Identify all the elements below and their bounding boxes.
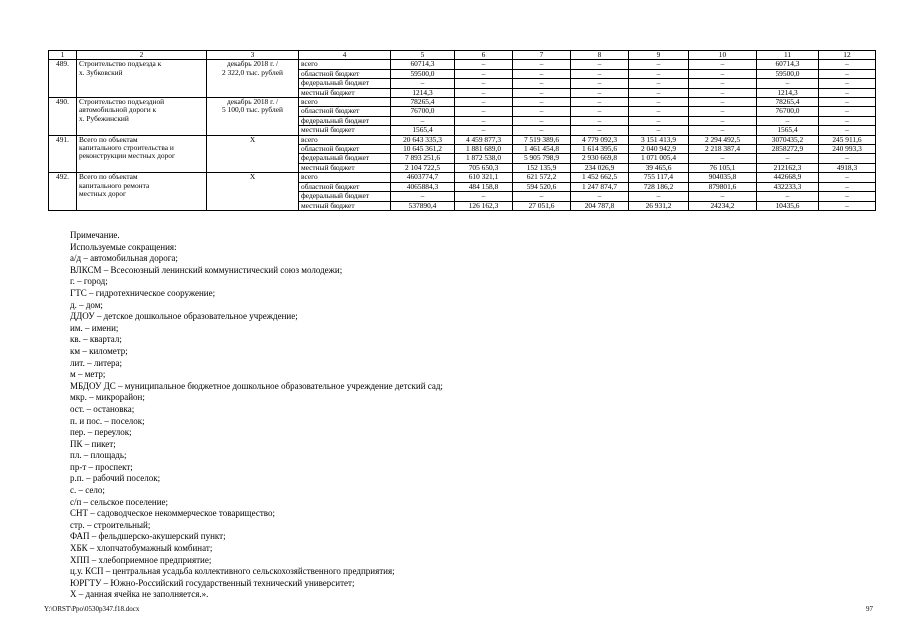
amount-cell: 442668,9 xyxy=(757,173,819,182)
amount-cell: 5 905 798,9 xyxy=(513,154,571,163)
object-name-line: х. Рубежинский xyxy=(79,113,129,123)
abbreviation-line: п. и пос. – поселок; xyxy=(70,415,145,426)
amount-cell: 152 135,9 xyxy=(513,163,571,172)
amount-cell: – xyxy=(689,107,757,116)
amount-cell: 1 881 689,0 xyxy=(455,145,513,154)
amount-cell: – xyxy=(571,192,629,201)
object-name-line: местных дорог xyxy=(79,189,126,199)
amount-cell: – xyxy=(571,60,629,69)
amount-cell: – xyxy=(689,79,757,88)
amount-cell: 76700,0 xyxy=(757,107,819,116)
footer-file-path: Y:\ORST\Ppo\0530p347.f18.docx xyxy=(44,605,140,613)
amount-cell: – xyxy=(629,107,689,116)
amount-cell: 1 614 395,6 xyxy=(571,145,629,154)
object-name-line: Строительство подъездной xyxy=(79,97,165,107)
abbreviation-line: г. – город; xyxy=(70,276,108,287)
amount-cell: 7 519 389,6 xyxy=(513,135,571,144)
amount-cell: – xyxy=(819,182,876,191)
column-number-header: 7 xyxy=(513,51,571,60)
amount-cell: – xyxy=(689,60,757,69)
amount-cell: – xyxy=(629,126,689,135)
funding-source: местный бюджет xyxy=(299,201,391,210)
amount-cell: 4603774,7 xyxy=(391,173,455,182)
abbreviation-line: ц.у. КСП – центральная усадьба коллективного сельскохозяйственного предприятия; xyxy=(70,566,395,577)
funding-source: областной бюджет xyxy=(299,145,391,154)
amount-cell: – xyxy=(819,116,876,125)
amount-cell: – xyxy=(757,154,819,163)
amount-cell: – xyxy=(819,107,876,116)
amount-cell: 4065884,3 xyxy=(391,182,455,191)
abbreviation-line: Х – данная ячейка не заполняется.». xyxy=(70,589,209,600)
amount-cell: – xyxy=(819,79,876,88)
column-number-header: 8 xyxy=(571,51,629,60)
amount-cell: – xyxy=(819,98,876,107)
funding-source: областной бюджет xyxy=(299,182,391,191)
amount-cell: – xyxy=(629,116,689,125)
abbreviation-line: кв. – квартал; xyxy=(70,334,122,345)
abbreviation-line: Используемые сокращения: xyxy=(70,241,177,252)
amount-cell: 1 452 662,5 xyxy=(571,173,629,182)
amount-cell: – xyxy=(571,79,629,88)
amount-cell: 1565,4 xyxy=(391,126,455,135)
amount-cell: 1 071 005,4 xyxy=(629,154,689,163)
amount-cell: 1565,4 xyxy=(757,126,819,135)
amount-cell: – xyxy=(819,60,876,69)
abbreviation-line: ЮРГТУ – Южно-Российский государственный технический университет; xyxy=(70,577,355,588)
amount-cell: – xyxy=(689,69,757,78)
amount-cell: 484 158,8 xyxy=(455,182,513,191)
completion-date-cost xyxy=(207,173,299,211)
object-name xyxy=(77,98,207,136)
column-number-header: 1 xyxy=(49,51,77,60)
amount-cell: – xyxy=(689,88,757,97)
amount-cell: 4918,3 xyxy=(819,163,876,172)
column-number-header: 3 xyxy=(207,51,299,60)
amount-cell: 76700,0 xyxy=(391,107,455,116)
page-number: 97 xyxy=(866,605,873,613)
completion-date-cost xyxy=(207,98,299,136)
amount-cell: 245 911,6 xyxy=(819,135,876,144)
amount-cell: – xyxy=(629,69,689,78)
amount-cell: – xyxy=(455,79,513,88)
column-number-header: 2 xyxy=(77,51,207,60)
funding-source: всего xyxy=(299,98,391,107)
object-name xyxy=(77,135,207,173)
amount-cell: 610 321,1 xyxy=(455,173,513,182)
amount-cell: 879801,6 xyxy=(689,182,757,191)
row-number: 491. xyxy=(49,135,77,173)
amount-cell: 2 040 942,9 xyxy=(629,145,689,154)
amount-cell: 78265,4 xyxy=(391,98,455,107)
amount-cell: 240 993,3 xyxy=(819,145,876,154)
amount-cell: 10 645 361,2 xyxy=(391,145,455,154)
amount-cell: – xyxy=(513,79,571,88)
amount-cell: 3 151 413,9 xyxy=(629,135,689,144)
abbreviation-line: ДДОУ – детское дошкольное образовательное учреждение; xyxy=(70,311,298,322)
amount-cell: 76 105,1 xyxy=(689,163,757,172)
amount-cell: 2858272,9 xyxy=(757,145,819,154)
amount-cell: 728 186,2 xyxy=(629,182,689,191)
abbreviation-line: стр. – строительный; xyxy=(70,519,151,530)
object-name xyxy=(77,173,207,211)
amount-cell: – xyxy=(455,107,513,116)
funding-source: областной бюджет xyxy=(299,69,391,78)
amount-cell: – xyxy=(629,192,689,201)
amount-cell: 1 872 538,0 xyxy=(455,154,513,163)
amount-cell: 126 162,3 xyxy=(455,201,513,210)
column-number-header: 9 xyxy=(629,51,689,60)
amount-cell: 24234,2 xyxy=(689,201,757,210)
abbreviation-line: пр-т – проспект; xyxy=(70,461,133,472)
abbreviation-line: ГТС – гидротехническое сооружение; xyxy=(70,287,216,298)
amount-cell: – xyxy=(629,88,689,97)
amount-cell: – xyxy=(455,126,513,135)
amount-cell: 60714,3 xyxy=(757,60,819,69)
amount-cell: 39 465,6 xyxy=(629,163,689,172)
row-number: 489. xyxy=(49,60,77,98)
amount-cell: – xyxy=(819,173,876,182)
amount-cell: 7 893 251,6 xyxy=(391,154,455,163)
amount-cell: 1 247 874,7 xyxy=(571,182,629,191)
amount-cell: – xyxy=(571,126,629,135)
amount-cell: 594 520,6 xyxy=(513,182,571,191)
amount-cell: – xyxy=(629,79,689,88)
object-name-line: автомобильной дороги к xyxy=(79,105,157,115)
date-line: X xyxy=(249,172,256,182)
table-row xyxy=(49,135,876,144)
amount-cell: 26 931,2 xyxy=(629,201,689,210)
funding-source: всего xyxy=(299,60,391,69)
funding-source: федеральный бюджет xyxy=(299,192,391,201)
amount-cell: – xyxy=(513,126,571,135)
amount-cell: – xyxy=(689,192,757,201)
amount-cell: – xyxy=(629,98,689,107)
column-number-header: 10 xyxy=(689,51,757,60)
amount-cell: 59500,0 xyxy=(757,69,819,78)
amount-cell: – xyxy=(455,192,513,201)
notes-heading: Примечание. xyxy=(70,230,120,240)
amount-cell: – xyxy=(819,192,876,201)
amount-cell: 904035,8 xyxy=(689,173,757,182)
amount-cell: – xyxy=(819,88,876,97)
amount-cell: – xyxy=(455,69,513,78)
row-number: 490. xyxy=(49,98,77,136)
abbreviation-line: р.п. – рабочий поселок; xyxy=(70,473,161,484)
amount-cell: 705 650,3 xyxy=(455,163,513,172)
date-line: декабрь 2018 г. / xyxy=(226,59,279,69)
abbreviation-line: ФАП – фельдшерско-акушерский пункт; xyxy=(70,531,226,542)
amount-cell: – xyxy=(819,201,876,210)
object-name xyxy=(77,60,207,98)
date-line: 2 322,0 тыс. рублей xyxy=(222,67,283,77)
amount-cell: – xyxy=(571,69,629,78)
amount-cell: 2 104 722,5 xyxy=(391,163,455,172)
abbreviation-line: им. – имени; xyxy=(70,322,119,333)
abbreviation-line: ХБК – хлопчатобумажный комбинат; xyxy=(70,543,213,554)
table-row xyxy=(49,60,876,69)
abbreviation-line: лит. – литера; xyxy=(70,357,123,368)
amount-cell: 1214,3 xyxy=(391,88,455,97)
object-name-line: Всего по объектам xyxy=(79,135,138,144)
amount-cell: – xyxy=(391,192,455,201)
amount-cell: – xyxy=(455,98,513,107)
date-line: декабрь 2018 г. / xyxy=(226,97,279,107)
amount-cell: 212162,3 xyxy=(757,163,819,172)
completion-date-cost xyxy=(207,60,299,98)
amount-cell: – xyxy=(571,107,629,116)
budget-table xyxy=(48,50,876,211)
amount-cell: – xyxy=(757,116,819,125)
amount-cell: 2 218 387,4 xyxy=(689,145,757,154)
amount-cell: 1214,3 xyxy=(757,88,819,97)
amount-cell: 27 051,6 xyxy=(513,201,571,210)
funding-source: федеральный бюджет xyxy=(299,116,391,125)
amount-cell: 3070435,2 xyxy=(757,135,819,144)
amount-cell: – xyxy=(689,126,757,135)
abbreviation-line: пл. – площадь; xyxy=(70,450,127,461)
amount-cell: 2 930 669,8 xyxy=(571,154,629,163)
date-line: 5 100,0 тыс. рублей xyxy=(222,105,283,115)
amount-cell: 59500,0 xyxy=(391,69,455,78)
table-header-row xyxy=(49,51,876,60)
abbreviation-line: с/п – сельское поселение; xyxy=(70,496,169,507)
amount-cell: 1 461 454,8 xyxy=(513,145,571,154)
funding-source: местный бюджет xyxy=(299,163,391,172)
abbreviation-line: СНТ – садоводческое некоммерческое товарищество; xyxy=(70,508,275,519)
amount-cell: – xyxy=(455,88,513,97)
amount-cell: – xyxy=(571,116,629,125)
amount-cell: – xyxy=(757,192,819,201)
abbreviation-line: а/д – автомобильная дорога; xyxy=(70,253,178,264)
object-name-line: капитального строительства и xyxy=(79,143,174,153)
amount-cell: 60714,3 xyxy=(391,60,455,69)
amount-cell: – xyxy=(513,69,571,78)
row-number: 492. xyxy=(49,173,77,211)
object-name-line: реконструкции местных дорог xyxy=(79,151,176,161)
abbreviation-line: м – метр; xyxy=(70,369,106,380)
amount-cell: 234 026,9 xyxy=(571,163,629,172)
date-line: X xyxy=(249,135,256,144)
funding-source: федеральный бюджет xyxy=(299,79,391,88)
abbreviation-line: ПК – пикет; xyxy=(70,438,116,449)
amount-cell: – xyxy=(391,79,455,88)
amount-cell: – xyxy=(819,69,876,78)
abbreviation-line: км – километр; xyxy=(70,345,128,356)
completion-date-cost xyxy=(207,135,299,173)
column-number-header: 6 xyxy=(455,51,513,60)
column-number-header: 12 xyxy=(819,51,876,60)
amount-cell: – xyxy=(819,126,876,135)
object-name-line: х. Зубковский xyxy=(79,67,123,77)
abbreviation-line: ост. – остановка; xyxy=(70,403,135,414)
amount-cell: – xyxy=(757,79,819,88)
amount-cell: – xyxy=(689,98,757,107)
amount-cell: – xyxy=(689,116,757,125)
amount-cell: – xyxy=(455,116,513,125)
amount-cell: – xyxy=(629,60,689,69)
amount-cell: – xyxy=(689,154,757,163)
object-name-line: капитального ремонта xyxy=(79,180,150,190)
column-number-header: 5 xyxy=(391,51,455,60)
amount-cell: 204 787,8 xyxy=(571,201,629,210)
amount-cell: – xyxy=(571,88,629,97)
funding-source: областной бюджет xyxy=(299,107,391,116)
amount-cell: – xyxy=(513,60,571,69)
amount-cell: 4 779 092,3 xyxy=(571,135,629,144)
funding-source: местный бюджет xyxy=(299,88,391,97)
amount-cell: – xyxy=(513,116,571,125)
amount-cell: – xyxy=(513,107,571,116)
amount-cell: 621 572,2 xyxy=(513,173,571,182)
funding-source: местный бюджет xyxy=(299,126,391,135)
table-row xyxy=(49,98,876,107)
amount-cell: – xyxy=(513,192,571,201)
abbreviation-line: ХПП – хлебоприемное предприятие; xyxy=(70,554,212,565)
abbreviation-line: мкр. – микрорайон; xyxy=(70,392,145,403)
amount-cell: – xyxy=(455,60,513,69)
funding-source: всего xyxy=(299,173,391,182)
amount-cell: – xyxy=(819,154,876,163)
column-number-header: 11 xyxy=(757,51,819,60)
abbreviation-line: МБДОУ ДС – муниципальное бюджетное дошкольное образовательное учреждение детский сад; xyxy=(70,380,443,391)
amount-cell: 78265,4 xyxy=(757,98,819,107)
amount-cell: 2 294 492,5 xyxy=(689,135,757,144)
object-name-line: Строительство подъезда к xyxy=(79,59,162,69)
funding-source: всего xyxy=(299,135,391,144)
amount-cell: 537890,4 xyxy=(391,201,455,210)
amount-cell: 10435,6 xyxy=(757,201,819,210)
abbreviation-line: ВЛКСМ – Всесоюзный ленинский коммунистический союз молодежи; xyxy=(70,264,343,275)
amount-cell: 432233,3 xyxy=(757,182,819,191)
amount-cell: 4 459 877,3 xyxy=(455,135,513,144)
notes-section xyxy=(70,230,443,601)
abbreviation-line: д. – дом; xyxy=(70,299,103,310)
table-row xyxy=(49,173,876,182)
abbreviation-line: с. – село; xyxy=(70,485,105,496)
column-number-header: 4 xyxy=(299,51,391,60)
object-name-line: Всего по объектам xyxy=(79,172,138,182)
amount-cell: 755 117,4 xyxy=(629,173,689,182)
amount-cell: – xyxy=(513,98,571,107)
abbreviation-line: пер. – переулок; xyxy=(70,427,132,438)
amount-cell: – xyxy=(391,116,455,125)
amount-cell: 20 643 335,3 xyxy=(391,135,455,144)
amount-cell: – xyxy=(513,88,571,97)
funding-source: федеральный бюджет xyxy=(299,154,391,163)
amount-cell: – xyxy=(571,98,629,107)
